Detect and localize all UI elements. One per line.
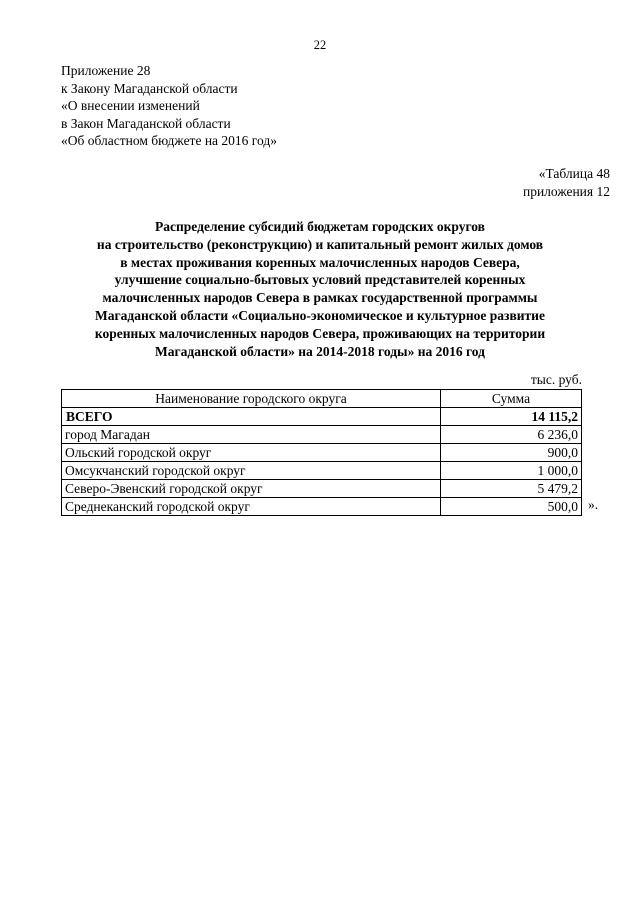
row-name: Ольский городской округ <box>62 444 441 462</box>
appendix-line: к Закону Магаданской области <box>61 80 238 96</box>
title-line: Распределение субсидий бюджетам городских округов <box>155 219 485 234</box>
appendix-header <box>61 62 277 150</box>
appendix-line: «Об областном бюджете на 2016 год» <box>61 133 277 148</box>
row-sum: 14 115,2 <box>441 408 582 426</box>
title-line: Магаданской области «Социально-экономическое и культурное развитие <box>95 307 545 323</box>
units-label: тыс. руб. <box>530 372 582 387</box>
table-row <box>62 444 582 462</box>
row-sum: 500,0 <box>441 498 582 516</box>
row-name: ВСЕГО <box>62 408 441 426</box>
row-name: Омсукчанский городской округ <box>62 462 441 480</box>
title-line: коренных малочисленных народов Севера, проживающих на территории <box>94 325 546 341</box>
row-sum: 6 236,0 <box>441 426 582 444</box>
title-line: на строительство (реконструкцию) и капитальный ремонт жилых домов <box>96 236 544 252</box>
appendix-line: Приложение 28 <box>61 63 151 78</box>
appendix-line: «О внесении изменений <box>61 98 200 113</box>
row-name: Северо-Эвенский городской округ <box>62 480 441 498</box>
title-line: улучшение социально-бытовых условий представителей коренных <box>114 272 526 288</box>
header-sum: Сумма <box>441 390 582 408</box>
table-ref-line: «Таблица 48 <box>538 166 610 181</box>
document-title <box>60 218 580 360</box>
appendix-line: в Закон Магаданской области <box>61 115 231 131</box>
table-row <box>62 480 582 498</box>
title-line: малочисленных народов Севера в рамках государственной программы <box>102 290 538 306</box>
table-reference <box>523 165 610 201</box>
table-row <box>62 426 582 444</box>
title-line: Магаданской области» на 2014-2018 годы» на 2016 год <box>155 343 485 359</box>
row-sum: 1 000,0 <box>441 462 582 480</box>
table-ref-line: приложения 12 <box>522 184 610 199</box>
title-line: в местах проживания коренных малочисленных народов Севера, <box>120 254 520 270</box>
table-row <box>62 462 582 480</box>
table-row-total <box>62 408 582 426</box>
header-name: Наименование городского округа <box>62 390 441 408</box>
table-row <box>62 498 582 516</box>
row-sum: 900,0 <box>441 444 582 462</box>
row-name: город Магадан <box>62 426 441 444</box>
row-name: Среднеканский городской округ <box>62 498 441 516</box>
page-number: 22 <box>313 38 327 52</box>
table-header-row <box>62 390 582 408</box>
subsidy-table <box>61 389 582 516</box>
row-sum: 5 479,2 <box>441 480 582 498</box>
closing-quote: ». <box>588 497 599 512</box>
